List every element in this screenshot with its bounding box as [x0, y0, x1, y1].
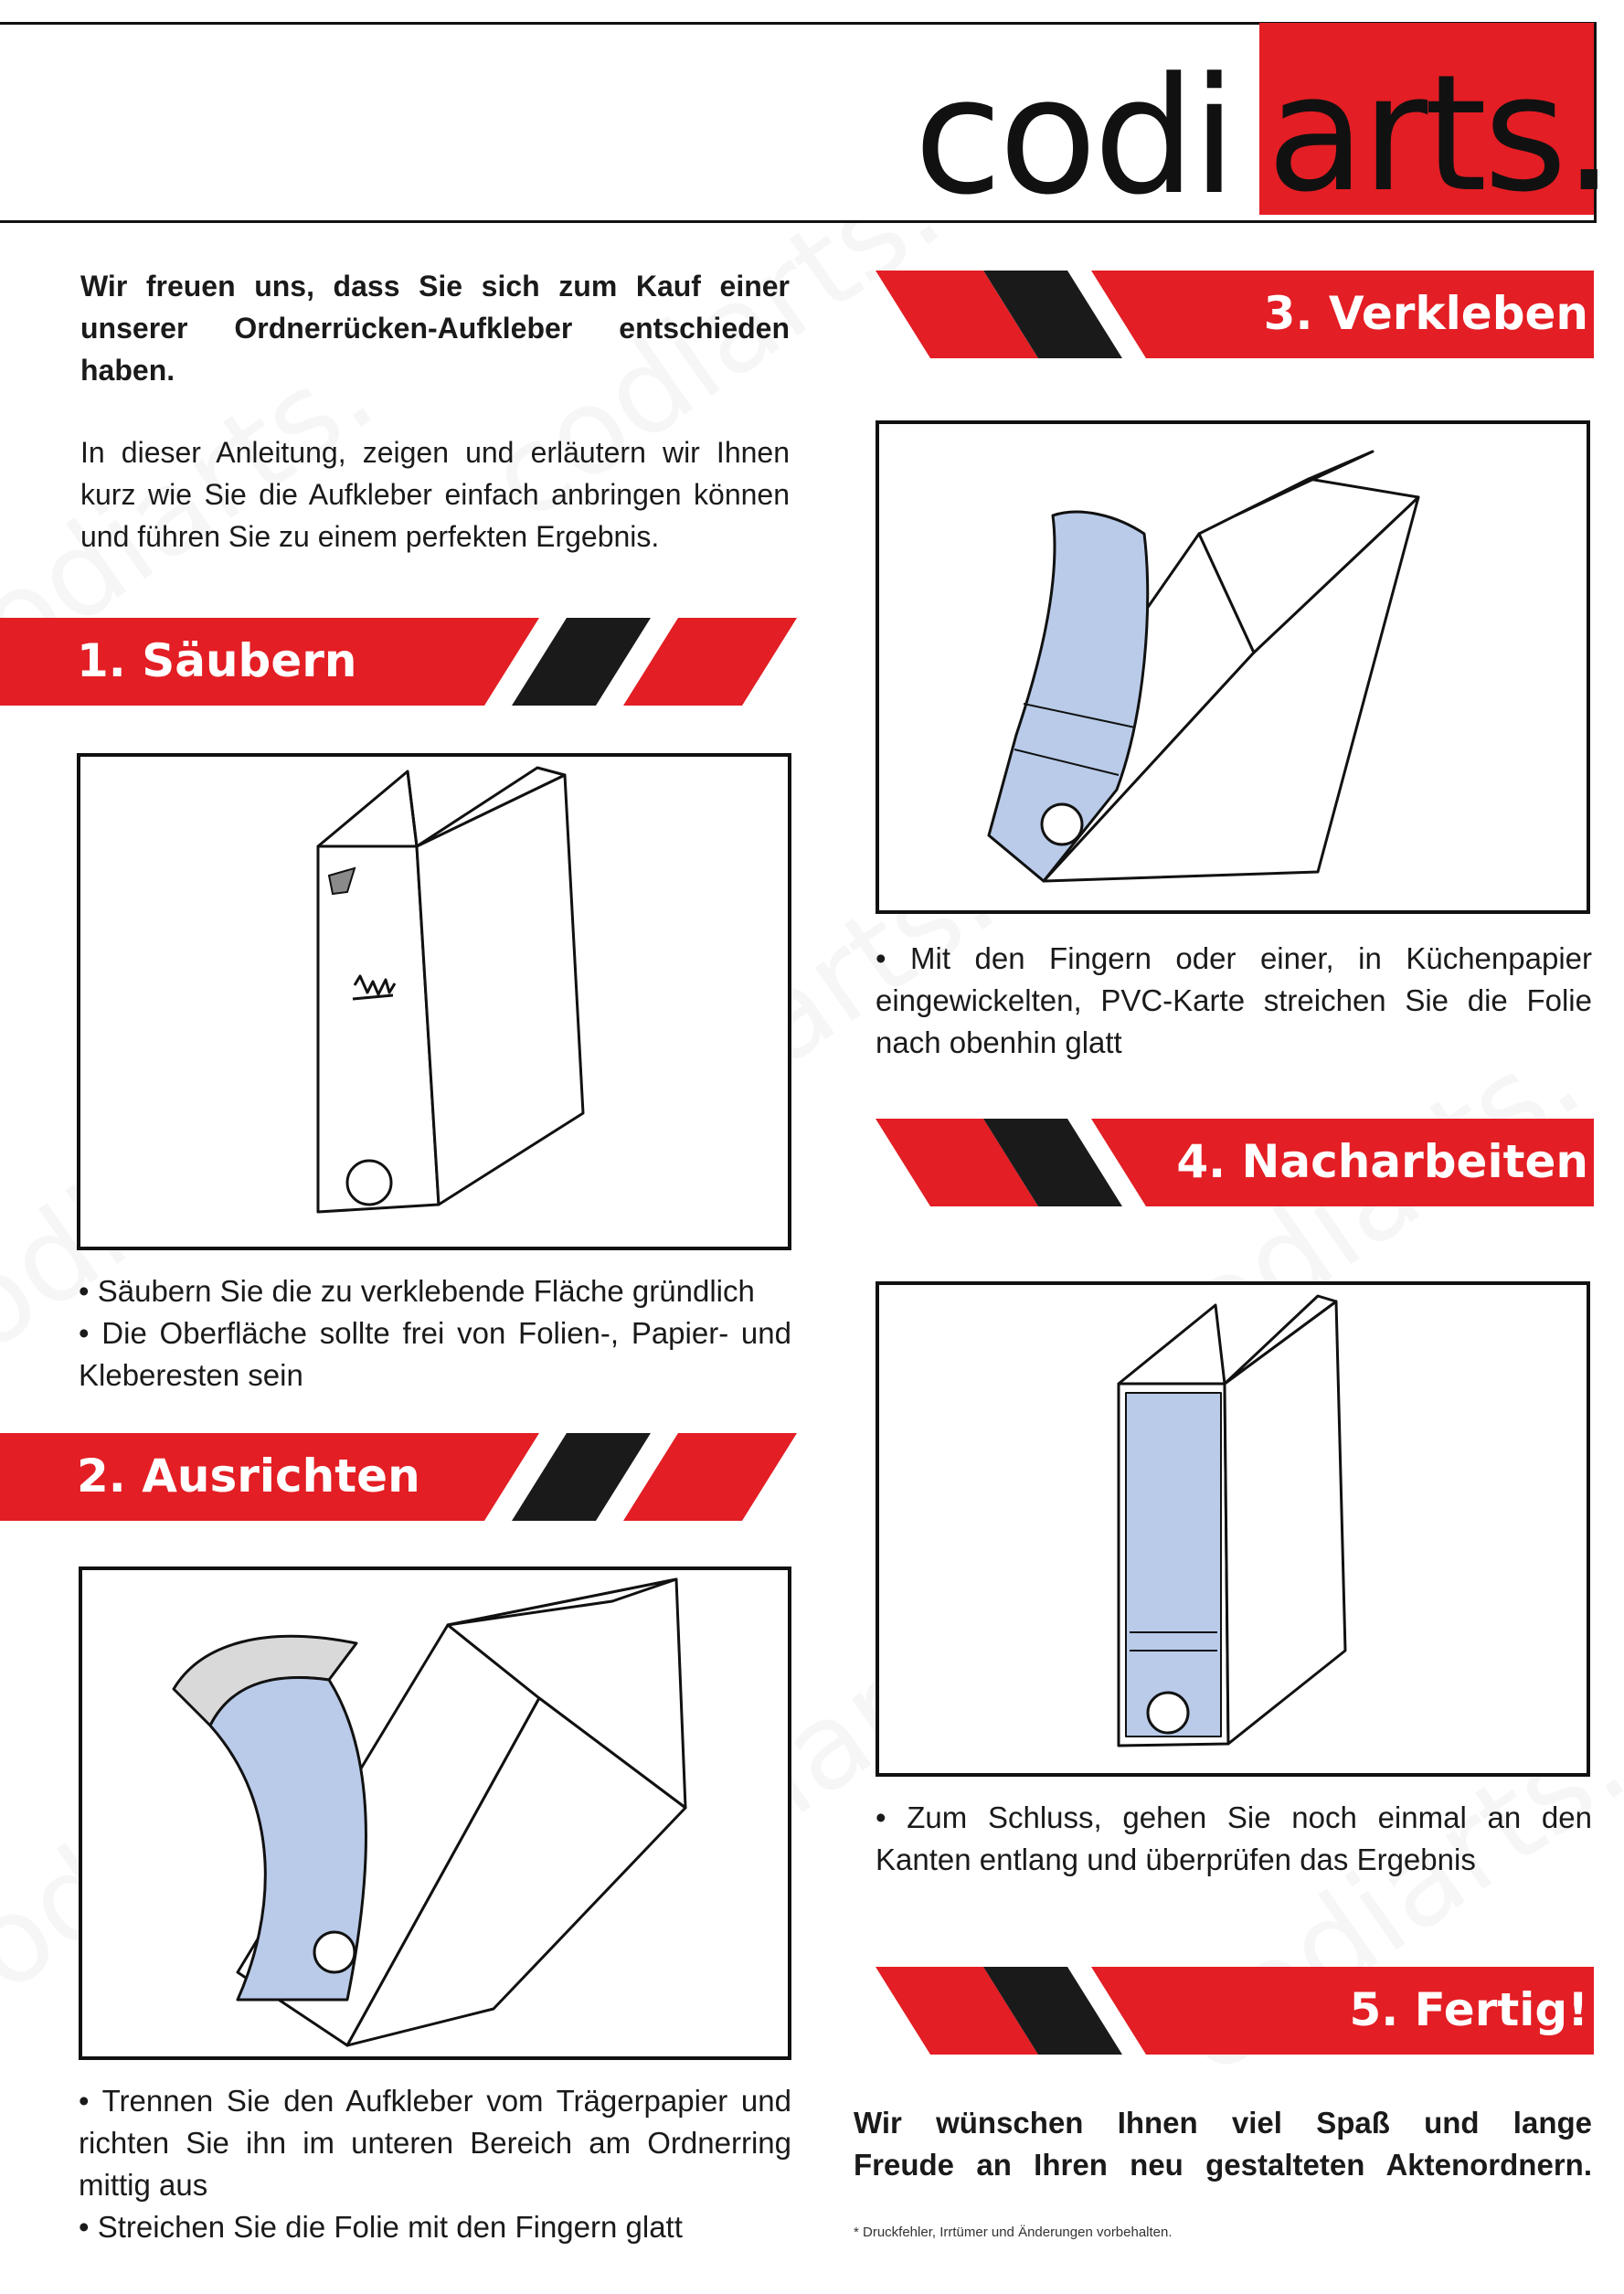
closing-line: Wir wünschen Ihnen viel Spaß und lange — [854, 2106, 1592, 2140]
closing-line: Freude an Ihren neu gestalteten Aktenordnern. — [854, 2148, 1592, 2182]
step-4-title: 4. Nacharbeiten — [1176, 1135, 1588, 1188]
illustration-step-4 — [876, 1281, 1590, 1777]
intro-bold: Wir freuen uns, dass Sie sich zum Kauf einer unserer Ordnerrücken-Aufkleber entschieden haben. — [80, 270, 790, 387]
intro-text — [80, 265, 790, 598]
logo-text-right: arts. — [1267, 40, 1611, 228]
step-2-title: 2. Ausrichten — [77, 1450, 420, 1503]
banner-step-1 — [0, 618, 797, 706]
logo-red-block — [1259, 23, 1611, 228]
step-3-bullets — [876, 938, 1592, 1064]
step-1-bullets — [79, 1270, 791, 1397]
binder-stick-icon — [879, 424, 1594, 918]
step-1-bullet: • Die Oberfläche sollte frei von Folien-, Papier- und Kleberesten sein — [79, 1316, 791, 1392]
step-5-title: 5. Fertig! — [1349, 1983, 1588, 2036]
step-1-title: 1. Säubern — [77, 634, 357, 687]
banner-step-3 — [876, 271, 1594, 358]
illustration-step-1 — [77, 753, 791, 1250]
step-4-bullet: • Zum Schluss, gehen Sie noch einmal an den Kanten entlang und überprüfen das Ergebnis — [876, 1800, 1592, 1876]
step-2-bullets — [79, 2080, 791, 2248]
step-4-bullets — [876, 1797, 1592, 1881]
step-2-bullet: • Trennen Sie den Aufkleber vom Trägerpapier und richten Sie ihn im unteren Bereich am Ordnerring mittig aus — [79, 2084, 791, 2202]
codiarts-logo — [914, 26, 1611, 230]
logo-text-left: codi — [914, 43, 1234, 230]
binder-align-icon — [82, 1570, 795, 2064]
step-3-bullet: • Mit den Fingern oder einer, in Küchenpapier eingewickelten, PVC-Karte streichen Sie die Folie nach obenhin glatt — [876, 941, 1592, 1059]
step-3-title: 3. Verkleben — [1263, 287, 1588, 340]
step-2-bullet: • Streichen Sie die Folie mit den Fingern glatt — [79, 2210, 683, 2244]
illustration-step-3 — [876, 420, 1590, 914]
banner-step-4 — [876, 1119, 1594, 1206]
banner-step-5 — [876, 1967, 1594, 2055]
intro-body: In dieser Anleitung, zeigen und erläutern wir Ihnen kurz wie Sie die Aufkleber einfach anbringen können und führen Sie zu einem perfekten Ergebnis. — [80, 436, 790, 553]
step-1-bullet: • Säubern Sie die zu verklebende Fläche gründlich — [79, 1274, 755, 1308]
binder-finished-icon — [879, 1285, 1594, 1780]
banner-step-2 — [0, 1433, 797, 1521]
binder-clean-icon — [80, 757, 795, 1254]
illustration-step-2 — [79, 1567, 791, 2060]
closing-text — [854, 2102, 1592, 2186]
footnote: * Druckfehler, Irrtümer und Änderungen vorbehalten. — [854, 2225, 1173, 2240]
